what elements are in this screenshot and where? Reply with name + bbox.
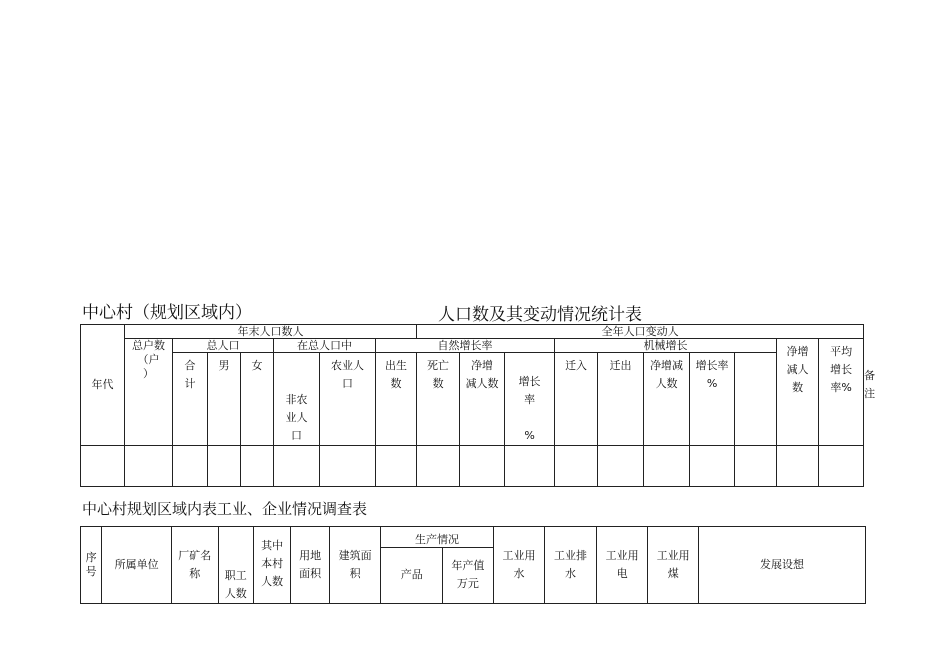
header-nan: 男	[208, 353, 241, 446]
header-jingzeng-total: 净增 减人 数	[777, 339, 819, 446]
header-chanpin: 产品	[381, 548, 443, 604]
header-xuhao: 序 号	[81, 527, 102, 604]
header-zonghushu: 总户数 （户 ）	[125, 339, 173, 446]
header-zengzhanglv-jixie: 增长率 %	[690, 353, 735, 446]
header-yongdi: 用地 面积	[291, 527, 329, 604]
header-feinong: 非农 业人 口	[274, 353, 320, 446]
header-zengzhanglv-ziran: 增长 率 %	[505, 353, 555, 446]
header-zaizong: 在总人口中	[274, 339, 376, 353]
header-fazhan: 发展设想	[698, 527, 865, 604]
header-jingzeng-ziran: 净增 减人数	[460, 353, 505, 446]
header-siwang: 死亡 数	[417, 353, 460, 446]
header-yongshui: 工业用 水	[493, 527, 545, 604]
table-row	[81, 446, 864, 487]
industry-table	[80, 526, 866, 604]
header-heji: 合 计	[173, 353, 208, 446]
header-ziran: 自然增长率	[376, 339, 555, 353]
header-zhigong: 职工 人数	[218, 527, 253, 604]
population-table: 年代 年末人口数人 全年人口变动人 备注 总户数 （户 ） 总人口 在总人口中 自然增长率 机械增长 净增 减人 数 平均 增长 率% 合 计 男 女 非农 业人 口 农业人 口 出生 数 死亡 数 净增 减人数 增长 率 % 迁入 迁出 净增减 人数 增长率 %	[80, 324, 864, 487]
header-yongdian: 工业用 电	[596, 527, 648, 604]
header-qianchu: 迁出	[598, 353, 644, 446]
header-jingzeng-jixie: 净增减 人数	[644, 353, 690, 446]
header-jixie: 机械增长	[555, 339, 777, 353]
header-nianchan: 年产值 万元	[443, 548, 494, 604]
header-chusheng: 出生 数	[376, 353, 417, 446]
header-shengchan: 生产情况	[381, 527, 493, 548]
header-nianmo: 年末人口数人	[125, 325, 417, 339]
header-paishui: 工业排 水	[545, 527, 597, 604]
header-quannian: 全年人口变动人	[417, 325, 864, 339]
header-qianru: 迁入	[555, 353, 598, 446]
header-jianzhu: 建筑面 积	[329, 527, 381, 604]
header-pingjun: 平均 增长 率%	[819, 339, 864, 446]
header-zongrenkou: 总人口	[173, 339, 274, 353]
table1-title-right: 人口数及其变动情况统计表	[438, 305, 642, 325]
header-suoshu: 所属单位	[102, 527, 172, 604]
table1-title-left: 中心村（规划区域内）	[82, 303, 252, 323]
header-nv: 女	[241, 353, 274, 446]
header-changkuang: 厂矿名 称	[172, 527, 219, 604]
header-yongmei: 工业用 煤	[648, 527, 699, 604]
header-qizhong: 其中 本村 人数	[253, 527, 290, 604]
header-niandai: 年代	[81, 325, 125, 446]
header-nongye: 农业人 口	[320, 353, 376, 446]
table2-title: 中心村规划区域内表工业、企业情况调查表	[82, 500, 368, 518]
